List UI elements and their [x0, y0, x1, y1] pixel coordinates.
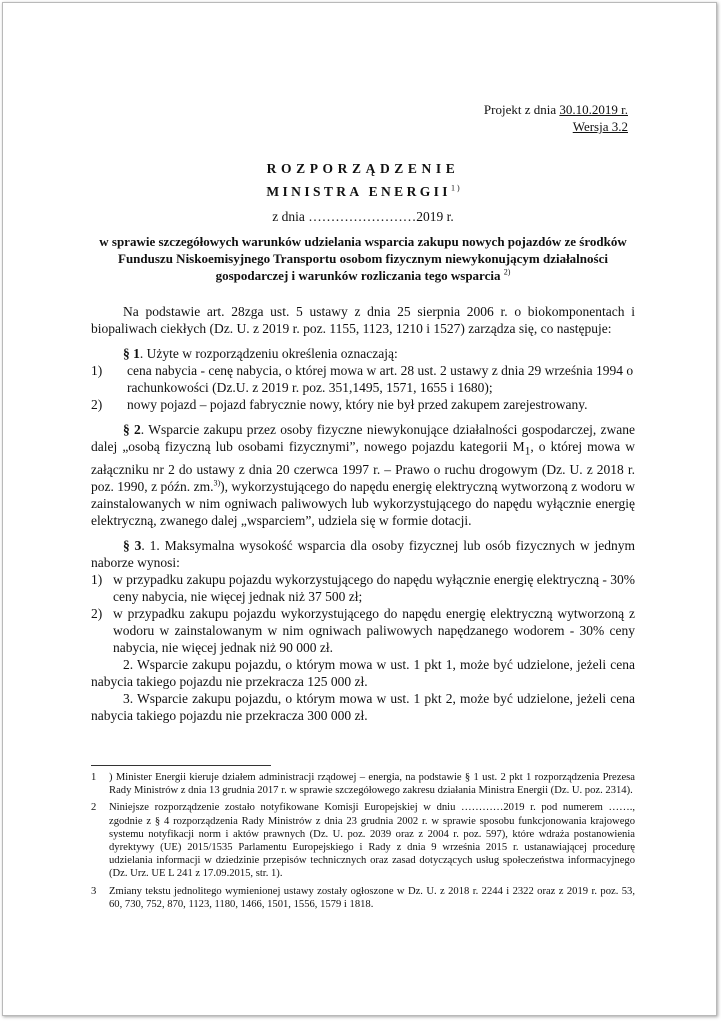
- footnote-number: 3: [91, 885, 97, 897]
- list-number: 1): [91, 571, 103, 587]
- section-2-paragraph: [91, 421, 635, 529]
- footnote-number: 1: [91, 772, 97, 783]
- list-number: 1): [91, 363, 103, 378]
- category-subscript: 1: [524, 445, 531, 458]
- footnote-text: Zmiany tekstu jednolitego wymienionej ustawy zostały ogłoszone w Dz. U. z 2018 r. 2244 i 2322 oraz z 2019 r. poz. 53, 60, 730, 752, 870, 1123, 1180, 1466, 1501, 1556, 1579 i 1818.: [109, 885, 635, 910]
- date-line: z dnia ……………………2019 r.: [272, 209, 454, 224]
- project-label: Projekt z dnia: [483, 102, 560, 117]
- section-3-lead: [91, 537, 635, 571]
- footnote-ref-1: 1 ): [450, 183, 460, 193]
- footnote-separator: [91, 765, 271, 766]
- footnote-text: ) Minister Energii kieruje działem administracji rządowej – energia, na podstawie § 1 ust. 2 pkt 1 rozporządzenia Prezesa Rady Ministrów z dnia 13 grudnia 2017 r. w sprawie szczegółowego zakresu działania Ministra Energii (Dz. U. poz. 2314).: [109, 772, 635, 797]
- subject-text: w sprawie szczegółowych warunków udzielania wsparcia zakupu nowych pojazdów ze środków Funduszu Niskoemisyjnego Transportu osobom fizycznym niewykonującym działalności gospodarczej i warunków rozliczania tego wsparcia: [99, 234, 627, 283]
- footnote-ref-2: 2): [503, 267, 511, 277]
- intro-paragraph: Na podstawie art. 28zga ust. 5 ustawy z dnia 25 sierpnia 2006 r. o biokomponentach i biopaliwach ciekłych (Dz. U. z 2019 r. poz. 1155, 1123, 1210 i 1527) zarządza się, co następuje:: [91, 304, 635, 336]
- section-3-lead-text: . 1. Maksymalna wysokość wsparcia dla osoby fizycznej lub osób fizycznych w jednym naborze wynosi:: [91, 537, 636, 570]
- document-title: ROZPORZĄDZENIE: [266, 161, 460, 176]
- footnote: [91, 771, 635, 797]
- document-body: [91, 303, 635, 724]
- list-text: nowy pojazd – pojazd fabrycznie nowy, który nie był przed zakupem zarejestrowany.: [127, 397, 588, 412]
- section-1-lead-text: . Użyte w rozporządzeniu określenia oznaczają:: [139, 346, 398, 361]
- issuer-name: MINISTRA ENERGII: [266, 184, 451, 199]
- list-number: 2): [91, 605, 103, 621]
- version-label: Wersja 3.2: [572, 119, 628, 134]
- footnotes: [91, 771, 635, 915]
- section-3-paragraph-3: 3. Wsparcie zakupu pojazdu, o którym mowa w ust. 1 pkt 2, może być udzielone, jeżeli cena nabycia takiego pojazdu nie przekracza 300 000 zł.: [91, 690, 635, 723]
- section-2-text-a: . Wsparcie zakupu przez osoby fizyczne niewykonujące działalności gospodarczej, zwane dalej „osobą fizyczną lub osobami fizycznymi”, nowego pojazdu kategorii M: [91, 422, 635, 454]
- footnote-ref-3: 3): [213, 478, 221, 488]
- list-item: [91, 571, 635, 605]
- list-text: w przypadku zakupu pojazdu wykorzystującego do napędu energię elektryczną wytworzoną z wodoru w zainstalowanym w nim ogniwach paliwowych napędzanego wodorem - 30% ceny nabycia, nie więcej jednak niż 90 000 zł.: [113, 605, 635, 655]
- section-1-lead: [91, 345, 635, 362]
- list-number: 2): [91, 397, 103, 412]
- footnote-number: 2: [91, 802, 97, 814]
- list-text: cena nabycia - cenę nabycia, o której mowa w art. 28 ust. 2 ustawy z dnia 29 września 1994 o rachunkowości (Dz.U. z 2019 r. poz. 351,1495, 1571, 1655 i 1680);: [127, 363, 634, 395]
- section-3-mark: § 3: [123, 537, 142, 553]
- regulation-subject: [91, 233, 635, 284]
- project-date: 30.10.2019 r.: [559, 102, 628, 117]
- list-item: [91, 396, 635, 413]
- issuer-title: [91, 184, 635, 200]
- list-item: [91, 362, 635, 396]
- document-meta: [484, 101, 628, 135]
- list-item: [91, 605, 635, 656]
- section-2-text-b: , o której mowa w załączniku nr 2 do ustawy z dnia 20 czerwca 1997 r. – Prawo o ruchu drogowym (Dz. U. z 2018 r. poz. 1990, z późn. zm.: [91, 439, 635, 494]
- section-2-mark: § 2: [123, 422, 141, 437]
- section-3-paragraph-2: 2. Wsparcie zakupu pojazdu, o którym mowa w ust. 1 pkt 1, może być udzielone, jeżeli cena nabycia takiego pojazdu nie przekracza 125 000 zł.: [91, 656, 635, 689]
- section-2-text-c: ), wykorzystującego do napędu energię elektryczną wytworzoną z wodoru w zainstalowanych w nim ogniwach paliwowych lub wykorzystującego do napędu wyłącznie energię elektryczną, zwanego dalej „wsparciem”, udziela się w formie dotacji.: [91, 478, 635, 528]
- footnote: [91, 801, 635, 880]
- document-page: [2, 2, 717, 1016]
- footnote-text: Niniejsze rozporządzenie zostało notyfikowane Komisji Europejskiej w dniu …………2019 r. pod numerem ……., zgodnie z § 4 rozporządzenia Rady Ministrów z dnia 23 grudnia 2002 r. w sprawie sposobu funkcjonowania krajowego systemu notyfikacji norm i aktów prawnych (Dz. U. poz. 2039 oraz z 2004 r. poz. 597), które wdraża postanowienia dyrektywy (UE) 2015/1535 Parlamentu Europejskiego i Rady z dnia 9 września 2015 r. ustanawiającej procedurę udzielania informacji w dziedzinie przepisów technicznych oraz zasad dotyczących usług społeczeństwa informacyjnego (Dz. Urz. UE L 241 z 17.09.2015, str. 1).: [109, 802, 635, 880]
- list-text: w przypadku zakupu pojazdu wykorzystującego do napędu wyłącznie energię elektryczną - 30% ceny nabycia, nie więcej jednak niż 37 500 zł;: [113, 571, 635, 604]
- section-1-mark: § 1: [123, 346, 140, 361]
- footnote: [91, 885, 635, 911]
